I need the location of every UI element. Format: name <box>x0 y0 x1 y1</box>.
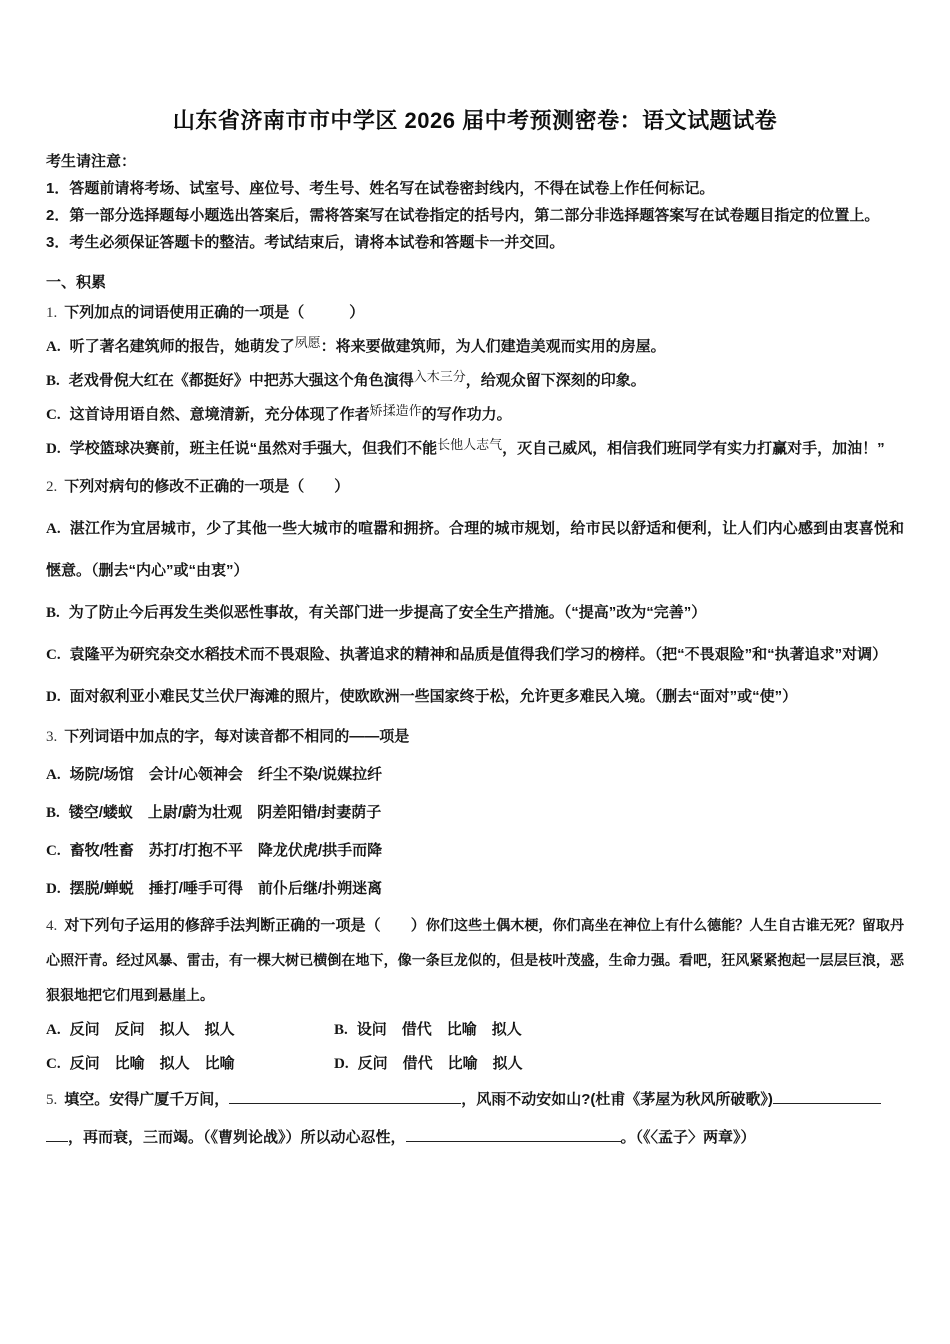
notice-item: 2．第一部分选择题每小题选出答案后，需将答案写在试卷指定的括号内，第二部分非选择题答案写在试卷题目指定的位置上。 <box>46 207 880 224</box>
question-line <box>46 1081 904 1119</box>
option-label: C. <box>46 1056 61 1072</box>
option-label: B. <box>334 1022 348 1038</box>
notice-item: 3．考生必须保证答题卡的整洁。考试结束后，请将本试卷和答题卡一并交回。 <box>46 234 565 251</box>
option-row <box>46 756 904 794</box>
option-label: B. <box>46 605 60 621</box>
question-line <box>46 1119 904 1157</box>
option-text: 反问 比喻 拟人 比喻 <box>69 1055 235 1072</box>
option-label: A. <box>46 521 61 537</box>
blank-underline <box>773 1091 881 1104</box>
notice-block <box>46 148 904 256</box>
notice-item: 1．答题前请将考场、试室号、座位号、考生号、姓名写在试卷密封线内，不得在试卷上作任何标记。 <box>46 180 715 197</box>
option-text: 这首诗用语自然、意境清新，充分体现了作者矫揉造作的写作功力。 <box>69 403 512 423</box>
question-stem-text: 下列加点的词语使用正确的一项是（ ） <box>64 304 365 321</box>
option-text: 湛江作为宜居城市，少了其他一些大城市的喧嚣和拥挤。合理的城市规划，给市民以舒适和便利，让人们内心感到由衷喜悦和惬意。（删去“内心”或“由衷”） <box>46 520 904 579</box>
option-label: C. <box>46 647 61 663</box>
question-number: 1. <box>46 305 58 321</box>
option-row <box>46 508 904 592</box>
option-label: A. <box>46 1022 61 1038</box>
question-stem <box>46 296 904 330</box>
emphasized-word: 入木三分 <box>413 369 466 384</box>
option-text: 场院/场馆 会计/心领神会 纤尘不染/说媒拉纤 <box>69 766 383 783</box>
option-row <box>46 1013 334 1047</box>
option-text: 畜牧/牲畜 苏打/打抱不平 降龙伏虎/拱手而降 <box>69 842 383 859</box>
option-row <box>46 794 904 832</box>
option-row <box>46 634 904 676</box>
question-stem <box>46 718 904 756</box>
option-row <box>46 832 904 870</box>
option-text: 学校篮球决赛前，班主任说“虽然对手强大，但我们不能长他人志气，灭自己威风，相信我们班同学有实力打赢对手，加油！” <box>69 437 885 457</box>
option-text: 反问 反问 拟人 拟人 <box>69 1021 235 1038</box>
option-text: 为了防止今后再发生类似恶性事故，有关部门进一步提高了安全生产措施。（“提高”改为“完善”） <box>68 604 707 621</box>
blank-underline <box>46 1129 68 1142</box>
question-number: 2. <box>46 479 58 495</box>
option-label: C. <box>46 843 61 859</box>
option-label: A. <box>46 339 61 355</box>
option-text: 设问 借代 比喻 拟人 <box>356 1021 522 1038</box>
option-label: D. <box>46 881 61 897</box>
question-stem-text: 下列对病句的修改不正确的一项是（ ） <box>64 478 350 495</box>
option-row <box>46 870 904 908</box>
exam-title: 山东省济南市市中学区 2026 届中考预测密卷：语文试题试卷 <box>172 108 778 133</box>
question-4 <box>46 908 904 1081</box>
emphasized-word: 矫揉造作 <box>369 403 422 418</box>
blank-underline <box>406 1129 621 1142</box>
option-label: B. <box>46 805 60 821</box>
fill-blank-line: ，再而衰，三而竭。（《曹刿论战》）所以动心忍性， 。（《〈孟子〉两章》） <box>46 1129 756 1146</box>
emphasized-word: 长他人志气 <box>437 437 503 452</box>
option-row <box>46 676 904 718</box>
option-text: 面对叙利亚小难民艾兰伏尸海滩的照片，使欧欧洲一些国家终于松，允许更多难民入境。（删去“面对”或“使”） <box>69 688 798 705</box>
question-options-grid <box>46 1013 904 1081</box>
question-passage: 你们这些土偶木梗，你们高坐在神位上有什么德能？人生自古谁无死？留取丹心照汗青。经过风暴、雷击，有一棵大树已横倒在地下，像一条巨龙似的，但是枝叶茂盛，生命力强。看吧，狂风紧紧抱起一层层巨浪，恶狠狠地把它们甩到悬崖上。 <box>46 917 904 1003</box>
emphasized-word: 夙愿 <box>294 335 321 350</box>
option-label: B. <box>46 373 60 389</box>
question-3 <box>46 718 904 908</box>
question-2 <box>46 466 904 718</box>
option-row <box>334 1047 904 1081</box>
option-row <box>334 1013 904 1047</box>
blank-underline <box>229 1091 461 1104</box>
option-label: C. <box>46 407 61 423</box>
option-label: D. <box>46 441 61 457</box>
question-stem-text: 对下列句子运用的修辞手法判断正确的一项是（ ） <box>64 917 426 934</box>
option-row <box>46 330 904 364</box>
option-label: D. <box>334 1056 349 1072</box>
question-stem-text: 下列词语中加点的字，每对读音都不相同的——项是 <box>64 728 410 745</box>
option-row <box>46 432 904 466</box>
question-number: 4. <box>46 918 58 934</box>
option-text: 袁隆平为研究杂交水稻技术而不畏艰险、执著追求的精神和品质是值得我们学习的榜样。（把“不畏艰险”和“执著追求”对调） <box>69 646 888 663</box>
option-label: A. <box>46 767 61 783</box>
question-stem <box>46 908 904 1013</box>
option-row <box>46 592 904 634</box>
section-heading: 一、积累 <box>46 274 107 291</box>
notice-heading: 考生请注意： <box>46 153 137 170</box>
option-text: 镂空/蝼蚁 上尉/蔚为壮观 阴差阳错/封妻荫子 <box>68 804 382 821</box>
question-5 <box>46 1081 904 1157</box>
option-text: 听了著名建筑师的报告，她萌发了夙愿：将来要做建筑师，为人们建造美观而实用的房屋。 <box>69 335 666 355</box>
option-text: 老戏骨倪大红在《都挺好》中把苏大强这个角色演得入木三分，给观众留下深刻的印象。 <box>68 369 646 389</box>
option-row <box>46 1047 334 1081</box>
option-row <box>46 364 904 398</box>
option-label: D. <box>46 689 61 705</box>
option-row <box>46 398 904 432</box>
question-stem <box>46 466 904 508</box>
option-text: 摆脱/蝉蜕 捶打/唾手可得 前仆后继/扑朔迷离 <box>69 880 383 897</box>
question-number: 5. <box>46 1092 58 1108</box>
question-1 <box>46 296 904 466</box>
fill-blank-line: 填空。安得广厦千万间， ，风雨不动安如山?(杜甫《茅屋为秋风所破歌》) <box>64 1091 881 1108</box>
option-text: 反问 借代 比喻 拟人 <box>357 1055 523 1072</box>
question-number: 3. <box>46 729 58 745</box>
